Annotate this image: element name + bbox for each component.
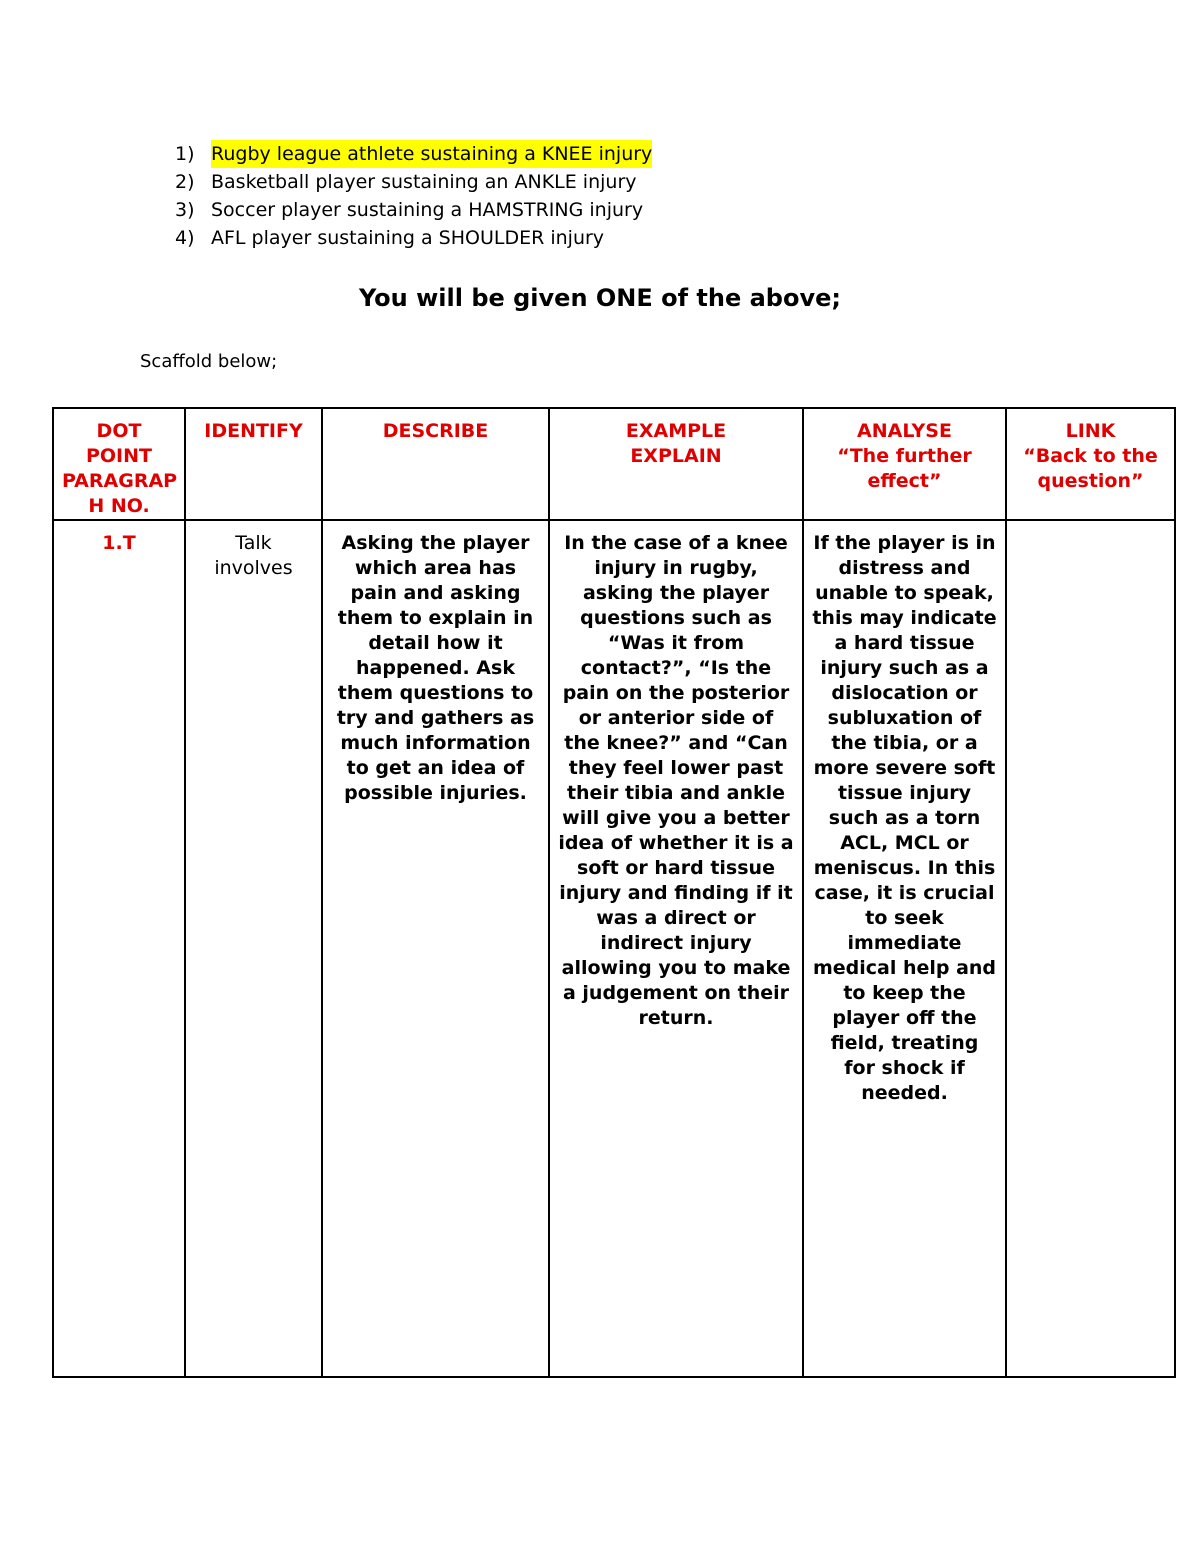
cell-analyse: If the player is in distress and unable to speak, this may indicate a hard tissue injury such as a dislocation or subluxation of the tibia, or a more severe soft tissue injury such as a torn ACL, MCL or meniscus. In this case, it is crucial to seek immediate medical help and to keep the player off the field, treating for shock if needed.	[803, 520, 1006, 1377]
cell-example: In the case of a knee injury in rugby, asking the player questions such as “Was it from contact?”, “Is the pain on the posterior or anterior side of the knee?” and “Can they feel lower past their tibia and ankle will give you a better idea of whether it is a soft or hard tissue injury and finding if it was a direct or indirect injury allowing you to make a judgement on their return.	[549, 520, 803, 1377]
header-example-label: EXAMPLE	[625, 420, 727, 442]
page-heading: You will be given ONE of the above;	[359, 284, 841, 312]
scaffold-table	[52, 407, 1176, 1378]
option-text: Soccer player sustaining a HAMSTRING injury	[211, 199, 644, 221]
header-identify	[185, 408, 322, 520]
table-row	[53, 520, 1175, 1377]
option-text: Basketball player sustaining an ANKLE injury	[211, 171, 637, 193]
option-number: 2)	[175, 171, 195, 193]
header-analyse-subtitle: “The further effect”	[837, 445, 972, 492]
option-item	[175, 168, 652, 196]
header-link-label: LINK	[1065, 420, 1116, 442]
option-number: 3)	[175, 199, 195, 221]
header-dot-point	[53, 408, 185, 520]
header-explain-label: EXPLAIN	[630, 445, 722, 467]
cell-identify: Talk involves	[185, 520, 322, 1377]
header-describe	[322, 408, 549, 520]
injury-options-list	[175, 140, 652, 252]
header-identify-label: IDENTIFY	[204, 420, 303, 442]
cell-paragraph-number: 1.T	[53, 520, 185, 1377]
option-text-highlighted: Rugby league athlete sustaining a KNEE injury	[211, 140, 652, 168]
cell-describe: Asking the player which area has pain and asking them to explain in detail how it happened. Ask them questions to try and gathers as much information to get an idea of possible injuries.	[322, 520, 549, 1377]
header-example	[549, 408, 803, 520]
scaffold-label: Scaffold below;	[140, 351, 278, 372]
option-item	[175, 196, 652, 224]
header-link	[1006, 408, 1175, 520]
header-analyse-label: ANALYSE	[857, 420, 952, 442]
option-item	[175, 140, 652, 168]
table-header-row	[53, 408, 1175, 520]
header-link-subtitle: “Back to the question”	[1023, 445, 1158, 492]
cell-link	[1006, 520, 1175, 1377]
option-text: AFL player sustaining a SHOULDER injury	[211, 227, 605, 249]
option-item	[175, 224, 652, 252]
header-dot-point-label: DOT POINT PARAGRAP H NO.	[62, 420, 178, 517]
header-analyse	[803, 408, 1006, 520]
option-number: 1)	[175, 143, 195, 165]
option-number: 4)	[175, 227, 195, 249]
header-describe-label: DESCRIBE	[382, 420, 489, 442]
